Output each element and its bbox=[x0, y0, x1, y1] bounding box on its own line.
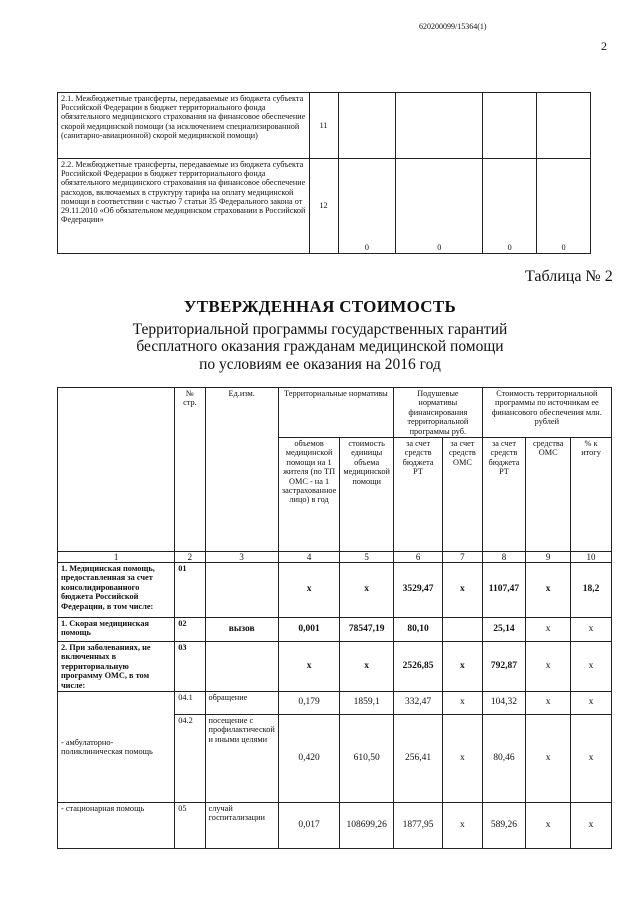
cell-unit-cost: х bbox=[340, 642, 394, 692]
row-label: 2. При заболеваниях, не включенных в территориальную программу ОМС, в том числе: bbox=[58, 642, 175, 692]
cell-unit-cost: 610,50 bbox=[340, 715, 394, 803]
table-row bbox=[58, 642, 612, 692]
cell-volume: 0,420 bbox=[278, 715, 339, 803]
cell-percap-budget: 256,41 bbox=[394, 715, 443, 803]
header-empty bbox=[58, 388, 175, 552]
cell-percap-budget: 80,10 bbox=[394, 618, 443, 642]
header-cost-budget: за счет средств бюджета РТ bbox=[482, 438, 526, 552]
subtitle-line-1: Территориальной программы государственных гарантий bbox=[132, 321, 508, 338]
column-number: 10 bbox=[571, 552, 612, 563]
cell bbox=[396, 93, 483, 159]
cell-percap-oms: х bbox=[443, 563, 483, 618]
row-unit bbox=[205, 563, 278, 618]
cell-cost-pct: х bbox=[571, 803, 612, 849]
row-label: 1. Медицинская помощь, предоставленная за счет консолидированного бюджета Российской Федерации, в том числе: bbox=[58, 563, 175, 618]
cell-percap-oms: х bbox=[443, 715, 483, 803]
row-label: - стационарная помощь bbox=[58, 803, 175, 849]
row-label: 2.1. Межбюджетные трансферты, передаваемые из бюджета субъекта Российской Федерации в бюджет территориального фонда обязательного медицинского страхования на финансовое обеспечение скорой медицинской помощи (за исключением специализированной (санитарно-авиационной) скорой медицинской помощи) bbox=[58, 93, 310, 159]
cell-cost-budget: 792,87 bbox=[482, 642, 526, 692]
row-number: 12 bbox=[309, 159, 338, 254]
cell-unit-cost: 108699,26 bbox=[340, 803, 394, 849]
cell-volume: х bbox=[278, 563, 339, 618]
cell-percap-budget: 332,47 bbox=[394, 692, 443, 715]
cell-cost-oms: х bbox=[526, 642, 571, 692]
column-number: 8 bbox=[482, 552, 526, 563]
cell-unit-cost: 78547,19 bbox=[340, 618, 394, 642]
row-unit: посещение с профилактической и иными целями bbox=[205, 715, 278, 803]
cell-volume: 0,179 bbox=[278, 692, 339, 715]
header-norm-volume: объемов медицинской помощи на 1 жителя (по ТП ОМС - на 1 застрахованное лицо) в год bbox=[278, 438, 339, 552]
cell-volume: 0,017 bbox=[278, 803, 339, 849]
row-unit: обращение bbox=[205, 692, 278, 715]
cell-percap-budget: 3529,47 bbox=[394, 563, 443, 618]
cell bbox=[338, 93, 396, 159]
row-number: 02 bbox=[175, 618, 205, 642]
column-number: 6 bbox=[394, 552, 443, 563]
cell: 0 bbox=[396, 159, 483, 254]
table-row bbox=[58, 93, 591, 159]
cell: 0 bbox=[338, 159, 396, 254]
subtitle-line-2: бесплатного оказания гражданам медицинской помощи bbox=[136, 338, 504, 355]
column-number: 2 bbox=[175, 552, 205, 563]
subtitle-line-3: по условиям ее оказания на 2016 год bbox=[199, 356, 441, 373]
page-title: УТВЕРЖДЕННАЯ СТОИМОСТЬ bbox=[183, 297, 457, 316]
column-number: 3 bbox=[205, 552, 278, 563]
cell-cost-pct: х bbox=[571, 715, 612, 803]
cell-cost-budget: 589,26 bbox=[482, 803, 526, 849]
page-number: 2 bbox=[601, 39, 607, 53]
cell-cost-budget: 104,32 bbox=[482, 692, 526, 715]
row-number: 05 bbox=[175, 803, 205, 849]
cost-table bbox=[57, 387, 612, 849]
row-label: - амбулаторно-поликлиническая помощь bbox=[58, 692, 175, 803]
table-row bbox=[58, 692, 612, 715]
header-cost-pct: % к итогу bbox=[571, 438, 612, 552]
cell-percap-budget: 2526,85 bbox=[394, 642, 443, 692]
header-no: № стр. bbox=[175, 388, 205, 552]
cell-cost-pct: х bbox=[571, 618, 612, 642]
column-number: 5 bbox=[340, 552, 394, 563]
column-number: 9 bbox=[526, 552, 571, 563]
row-label: 2.2. Межбюджетные трансферты, передаваемые из бюджета субъекта Российской Федерации в бюджет территориального фонда обязательного медицинского страхования на финансовое обеспечение расходов, включаемых в структуру тарифа на оплату медицинской помощи в соответствии с частью 7 статьи 35 Федерального закона от 29.11.2010 «Об обязательном медицинском страховании в Российской Федерации» bbox=[58, 159, 310, 254]
cell-cost-oms: х bbox=[526, 803, 571, 849]
cell-percap-oms bbox=[443, 618, 483, 642]
cell-cost-budget: 1107,47 bbox=[482, 563, 526, 618]
cell-cost-oms: х bbox=[526, 715, 571, 803]
header-unit: Ед.изм. bbox=[205, 388, 278, 552]
header-cost-oms: средства ОМС bbox=[526, 438, 571, 552]
column-numbers-row bbox=[58, 552, 612, 563]
cell-cost-pct: х bbox=[571, 642, 612, 692]
cell-volume: 0,001 bbox=[278, 618, 339, 642]
row-unit: случай госпитализации bbox=[205, 803, 278, 849]
cell-percap-oms: х bbox=[443, 803, 483, 849]
row-number: 11 bbox=[309, 93, 338, 159]
cell: 0 bbox=[483, 159, 537, 254]
table-row bbox=[58, 803, 612, 849]
column-number: 1 bbox=[58, 552, 175, 563]
cell-cost-oms: х bbox=[526, 692, 571, 715]
cell-cost-oms: х bbox=[526, 618, 571, 642]
column-number: 4 bbox=[278, 552, 339, 563]
row-label: 1. Скорая медицинская помощь bbox=[58, 618, 175, 642]
cell-cost-oms: х bbox=[526, 563, 571, 618]
cell-percap-oms: х bbox=[443, 692, 483, 715]
header-cost: Стоимость территориальной программы по источникам ее финансового обеспечения млн. рублей bbox=[482, 388, 611, 438]
row-unit bbox=[205, 642, 278, 692]
cell-cost-budget: 25,14 bbox=[482, 618, 526, 642]
row-unit: вызов bbox=[205, 618, 278, 642]
cell-cost-budget: 80,46 bbox=[482, 715, 526, 803]
cell-volume: х bbox=[278, 642, 339, 692]
row-number: 01 bbox=[175, 563, 205, 618]
cell bbox=[537, 93, 591, 159]
cell bbox=[483, 93, 537, 159]
header-percap-budget: за счет средств бюджета РТ bbox=[394, 438, 443, 552]
header-norm-cost: стоимость единицы объема медицинской помощи bbox=[340, 438, 394, 552]
table-row bbox=[58, 563, 612, 618]
cell-cost-pct: 18,2 bbox=[571, 563, 612, 618]
table-row bbox=[58, 159, 591, 254]
row-number: 04.2 bbox=[175, 715, 205, 803]
table-label: Таблица № 2 bbox=[525, 268, 613, 285]
header-percap-oms: за счет средств ОМС bbox=[443, 438, 483, 552]
document-number: 620200099/15364(1) bbox=[419, 22, 487, 31]
row-number: 04.1 bbox=[175, 692, 205, 715]
table-row bbox=[58, 618, 612, 642]
continuation-table bbox=[57, 92, 591, 254]
cell-unit-cost: 1859,1 bbox=[340, 692, 394, 715]
header-norms: Территориальные нормативы bbox=[278, 388, 393, 438]
cell-unit-cost: х bbox=[340, 563, 394, 618]
row-number: 03 bbox=[175, 642, 205, 692]
column-number: 7 bbox=[443, 552, 483, 563]
cell-percap-budget: 1877,95 bbox=[394, 803, 443, 849]
cell-cost-pct: х bbox=[571, 692, 612, 715]
cell: 0 bbox=[537, 159, 591, 254]
header-percap: Подушевые нормативы финансирования территориальной программы руб. bbox=[394, 388, 483, 438]
cell-percap-oms: х bbox=[443, 642, 483, 692]
